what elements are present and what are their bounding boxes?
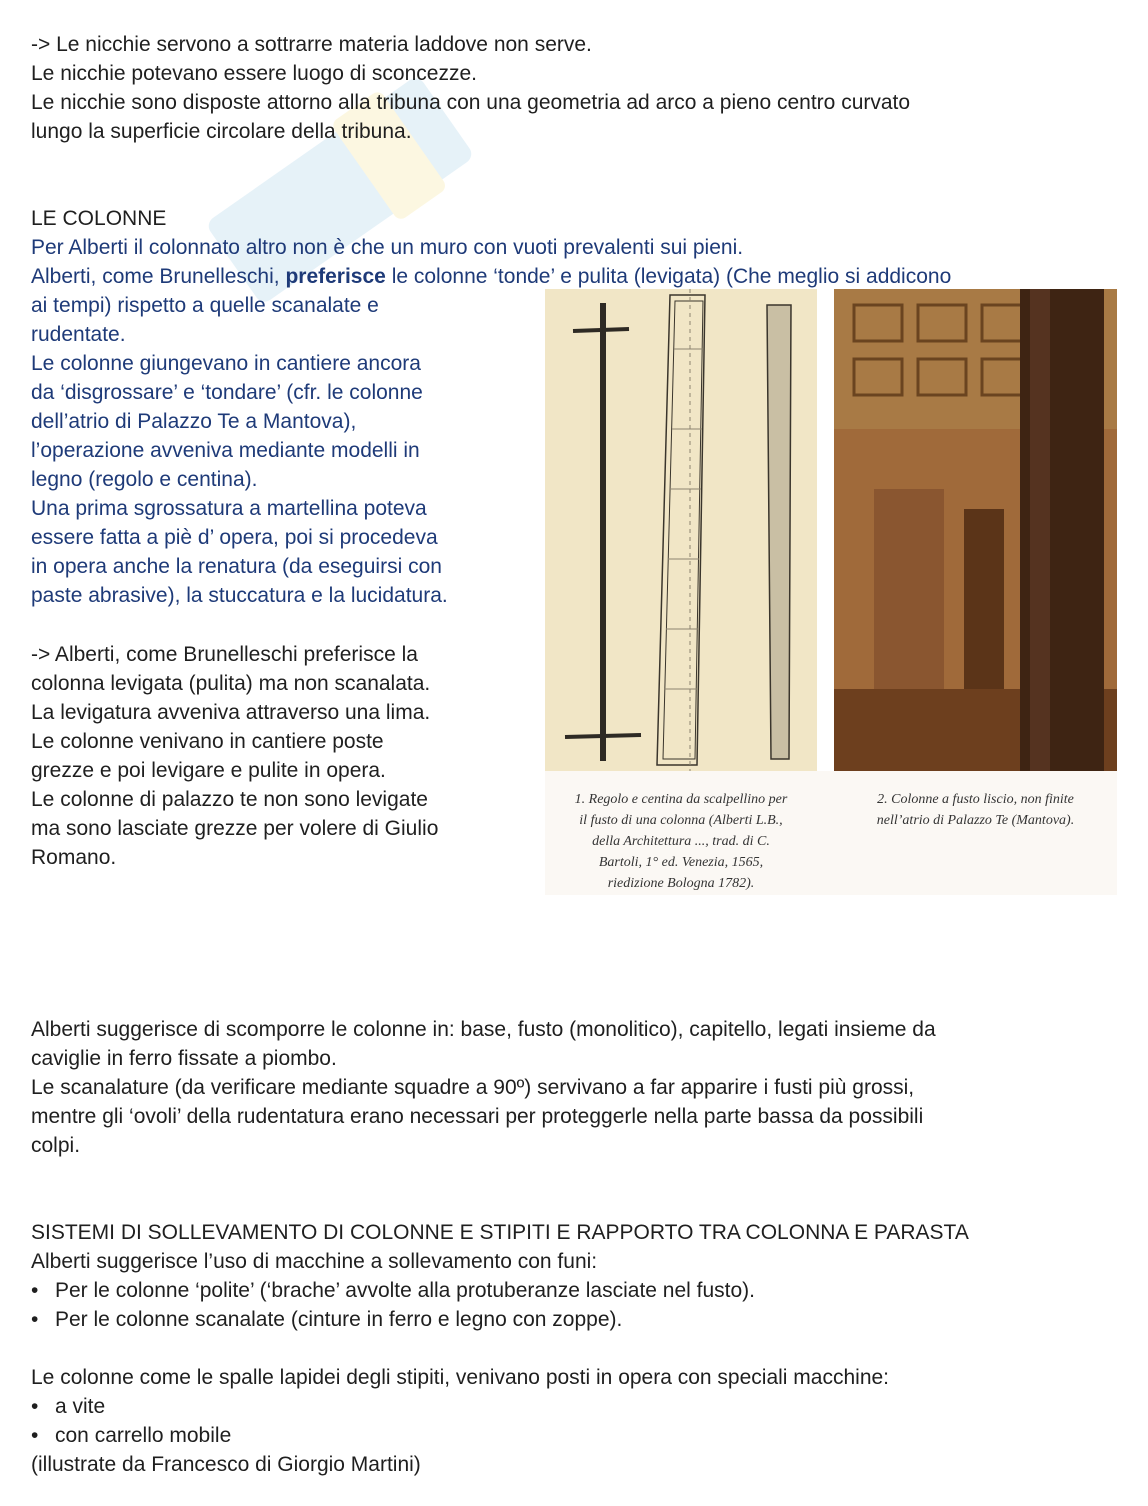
intro-line: Le nicchie potevano essere luogo di sconcezze.: [31, 62, 477, 85]
list-item: • Per le colonne ‘polite’ (‘brache’ avvolte alla protuberanze lasciate nel fusto).: [31, 1276, 969, 1305]
section-heading-colonne: LE COLONNE: [31, 207, 167, 230]
list-item: • con carrello mobile: [31, 1421, 889, 1450]
sistemi-section: [31, 1218, 969, 1334]
note-line: ma sono lasciate grezze per volere di Giulio: [31, 817, 439, 840]
colonne-note: [31, 640, 531, 872]
colonne-section: [31, 204, 951, 291]
scomporre-line: mentre gli ‘ovoli’ della rudentatura erano necessari per proteggerle nella parte bassa da possibili: [31, 1105, 924, 1128]
note-line: colonna levigata (pulita) ma non scanalata.: [31, 672, 431, 695]
closing-line: (illustrate da Francesco di Giorgio Martini): [31, 1453, 421, 1476]
illustration-regolo-centina: [545, 289, 817, 771]
bullet-icon: •: [31, 1395, 39, 1418]
macchine-para: Le colonne come le spalle lapidei degli stipiti, venivano posti in opera con speciali macchine:: [31, 1366, 890, 1389]
colonne-left-text: [31, 291, 531, 610]
photo-palazzo-te-atrium: [834, 289, 1117, 771]
sistemi-intro: Alberti suggerisce l’uso di macchine a sollevamento con funi:: [31, 1250, 598, 1273]
bullet-icon: •: [31, 1308, 39, 1331]
colonne-text-line: legno (regolo e centina).: [31, 468, 258, 491]
note-line: La levigatura avveniva attraverso una lima.: [31, 701, 431, 724]
intro-line: lungo la superficie circolare della tribuna.: [31, 120, 412, 143]
bold-word: preferisce: [285, 265, 386, 288]
colonne-text-line: da ‘disgrossare’ e ‘tondare’ (cfr. le colonne: [31, 381, 423, 404]
caption-figure-2: 2. Colonne a fusto liscio, non finite nell’atrio di Palazzo Te (Mantova).: [876, 792, 1075, 828]
bullet-icon: •: [31, 1424, 39, 1447]
macchine-section: [31, 1363, 889, 1479]
scomporre-line: colpi.: [31, 1134, 81, 1157]
intro-line: Le nicchie sono disposte attorno alla tribuna con una geometria ad arco a pieno centro curvato: [31, 91, 911, 114]
figure-columns: [545, 289, 1117, 895]
note-line: grezze e poi levigare e pulite in opera.: [31, 759, 386, 782]
colonne-text-line: l’operazione avveniva mediante modelli in: [31, 439, 420, 462]
scomporre-line: Alberti suggerisce di scomporre le colonne in: base, fusto (monolitico), capitello, legati insieme da: [31, 1018, 936, 1041]
colonne-text-line: rudentate.: [31, 323, 126, 346]
scomporre-section: [31, 1015, 936, 1160]
list-item: • a vite: [31, 1392, 889, 1421]
section-heading-sistemi: SISTEMI DI SOLLEVAMENTO DI COLONNE E STIPITI E RAPPORTO TRA COLONNA E PARASTA: [31, 1221, 969, 1244]
note-line: -> Alberti, come Brunelleschi preferisce la: [31, 643, 418, 666]
colonne-text-line: paste abrasive), la stuccatura e la lucidatura.: [31, 584, 448, 607]
colonne-line: Alberti, come Brunelleschi, preferisce le colonne ‘tonde’ e pulita (levigata) (Che meglio si addicono: [31, 265, 952, 288]
caption-figure-1: 1. Regolo e centina da scalpellino per il fusto di una colonna (Alberti L.B., della Architettura ..., trad. di C. Bartoli, 1° ed. Venezia, 1565, riedizione Bologna 1782).: [574, 792, 788, 891]
colonne-line: Per Alberti il colonnato altro non è che un muro con vuoti prevalenti sui pieni.: [31, 236, 744, 259]
note-line: Romano.: [31, 846, 117, 869]
intro-section: [31, 30, 910, 146]
bullet-icon: •: [31, 1279, 39, 1302]
colonne-text-line: Le colonne giungevano in cantiere ancora: [31, 352, 421, 375]
intro-line: -> Le nicchie servono a sottrarre materia laddove non serve.: [31, 33, 592, 56]
colonne-text-line: Una prima sgrossatura a martellina poteva: [31, 497, 427, 520]
note-line: Le colonne di palazzo te non sono levigate: [31, 788, 428, 811]
colonne-text-line: essere fatta a piè d’ opera, poi si procedeva: [31, 526, 438, 549]
colonne-text-line: dell’atrio di Palazzo Te a Mantova),: [31, 410, 357, 433]
scomporre-line: Le scanalature (da verificare mediante squadre a 90º) servivano a far apparire i fusti più grossi,: [31, 1076, 915, 1099]
list-item: • Per le colonne scanalate (cinture in ferro e legno con zoppe).: [31, 1305, 969, 1334]
scomporre-line: caviglie in ferro fissate a piombo.: [31, 1047, 337, 1070]
colonne-text-line: in opera anche la renatura (da eseguirsi con: [31, 555, 442, 578]
colonne-text-line: ai tempi) rispetto a quelle scanalate e: [31, 294, 379, 317]
note-line: Le colonne venivano in cantiere poste: [31, 730, 384, 753]
